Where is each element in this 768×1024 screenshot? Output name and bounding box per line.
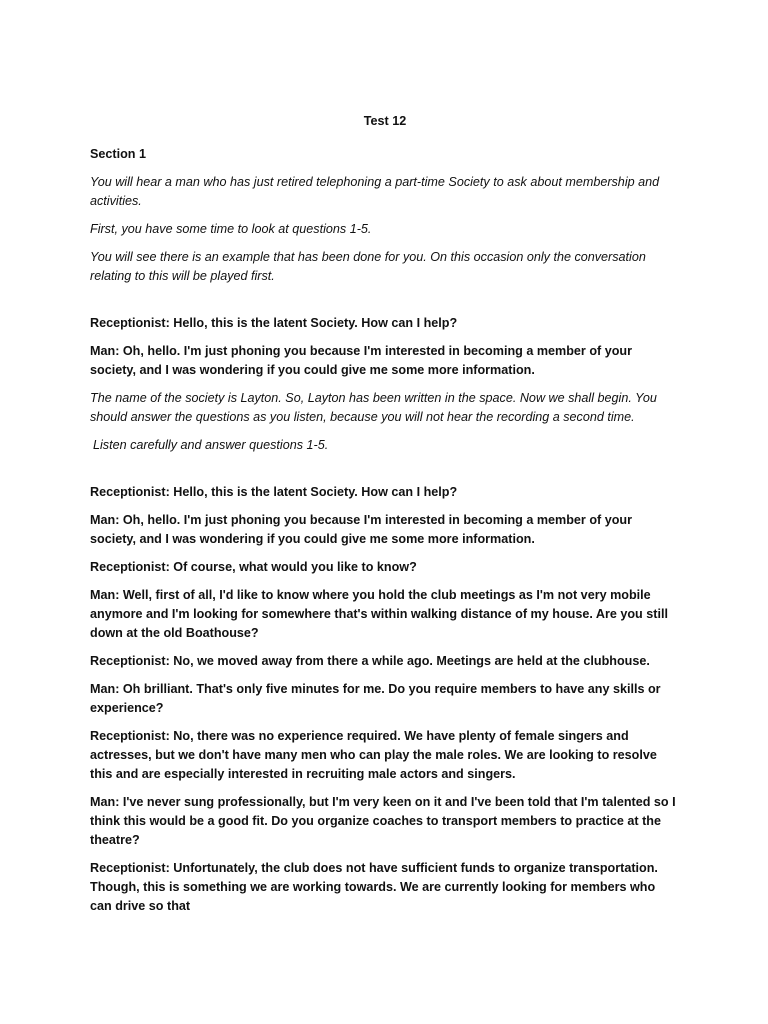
dialogue-line [90, 483, 676, 502]
instruction-paragraph: Listen carefully and answer questions 1-5. [93, 438, 329, 452]
dialogue-line [90, 680, 676, 718]
spacer [90, 464, 676, 483]
dialogue-line [90, 558, 676, 577]
dialogue-text: Of course, what would you like to know? [173, 560, 417, 574]
dialogue-text: Oh brilliant. That's only five minutes for me. Do you require members to have any skills or experience? [90, 682, 661, 715]
dialogue-text: Oh, hello. I'm just phoning you because I'm interested in becoming a member of your society, and I was wondering if you could give me some more information. [90, 344, 633, 377]
speaker-label: Man: [90, 795, 120, 809]
dialogue-line [90, 727, 676, 784]
intro-paragraph: You will see there is an example that has been done for you. On this occasion only the conversation relating to this will be played first. [90, 250, 646, 283]
speaker-label: Receptionist: [90, 729, 170, 743]
dialogue-line [90, 511, 676, 549]
dialogue-text: Well, first of all, I'd like to know where you hold the club meetings as I'm not very mobile anymore and I'm looking for somewhere that's within walking distance of my house. Are you still down at the old Boathouse? [90, 588, 668, 640]
dialogue-line [90, 859, 676, 916]
dialogue-text: No, we moved away from there a while ago. Meetings are held at the clubhouse. [173, 654, 650, 668]
dialogue-text: Hello, this is the latent Society. How can I help? [173, 485, 458, 499]
dialogue-line [90, 586, 676, 643]
instruction-paragraph: The name of the society is Layton. So, Layton has been written in the space. Now we shall begin. You should answer the questions as you listen, because you will not hear the recording a second time. [90, 391, 657, 424]
speaker-label: Man: [90, 682, 120, 696]
dialogue-text: Hello, this is the latent Society. How can I help? [173, 316, 458, 330]
intro-paragraph: First, you have some time to look at questions 1-5. [90, 222, 372, 236]
dialogue-text: Oh, hello. I'm just phoning you because I'm interested in becoming a member of your society, and I was wondering if you could give me some more information. [90, 513, 633, 546]
example-line [90, 342, 676, 380]
speaker-label: Receptionist: [90, 560, 170, 574]
speaker-label: Man: [90, 588, 120, 602]
example-line [90, 314, 676, 333]
speaker-label: Receptionist: [90, 485, 170, 499]
speaker-label: Receptionist: [90, 654, 170, 668]
spacer [90, 295, 676, 314]
dialogue-text: Unfortunately, the club does not have sufficient funds to organize transportation. Though, this is something we are working towards. We are currently looking for members who can drive so that [90, 861, 658, 913]
dialogue-line [90, 793, 676, 850]
dialogue-line [90, 652, 676, 671]
dialogue-text: No, there was no experience required. We have plenty of female singers and actresses, but we don't have many men who can play the male roles. We are looking to resolve this and are especially interested in recruiting male actors and singers. [90, 729, 657, 781]
document-title: Test 12 [363, 114, 407, 128]
speaker-label: Receptionist: [90, 861, 170, 875]
speaker-label: Man: [90, 513, 120, 527]
speaker-label: Receptionist: [90, 316, 170, 330]
dialogue-text: I've never sung professionally, but I'm very keen on it and I've been told that I'm talented so I think this would be a good fit. Do you organize coaches to transport members to practice at the theatre? [90, 795, 676, 847]
intro-paragraph: You will hear a man who has just retired telephoning a part-time Society to ask about membership and activities. [90, 175, 660, 208]
section-heading: Section 1 [90, 147, 146, 161]
speaker-label: Man: [90, 344, 120, 358]
